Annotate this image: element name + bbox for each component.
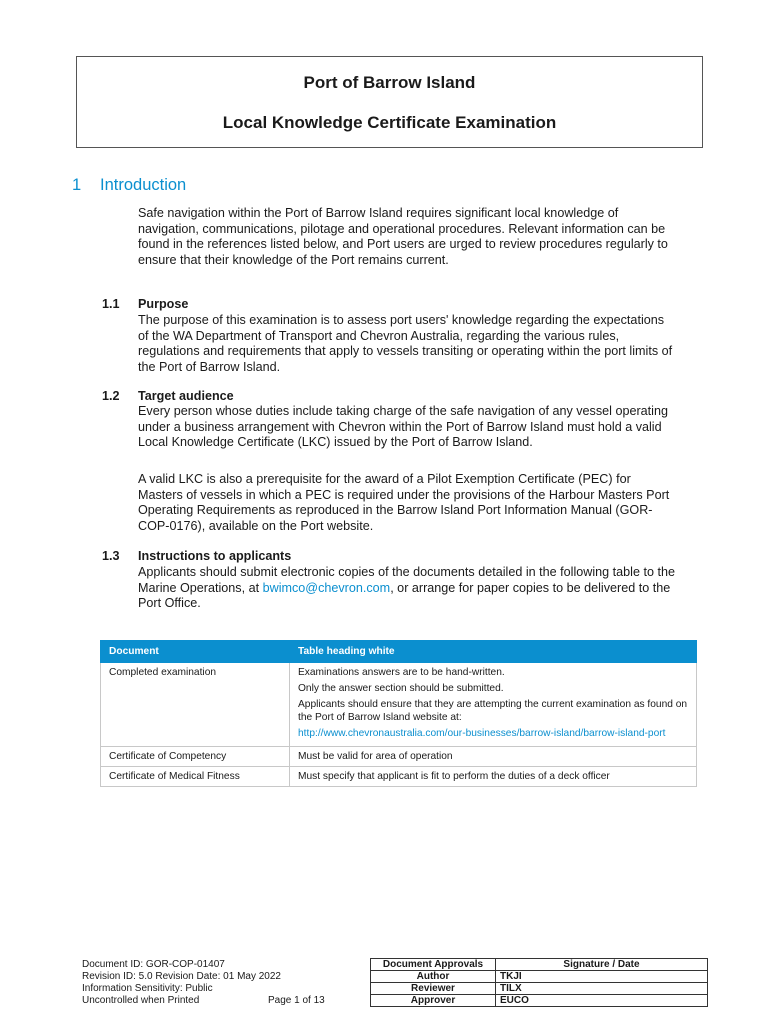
footer-revision: Revision ID: 5.0 Revision Date: 01 May 2022 xyxy=(82,971,281,982)
email-link[interactable]: bwimco@chevron.com xyxy=(262,580,391,595)
document-title: Port of Barrow Island xyxy=(303,73,476,92)
table-row xyxy=(101,663,697,747)
intro-paragraph: Safe navigation within the Port of Barrow Island requires significant local knowledge of navigation, communications, pilotage and operational procedures. Relevant information can be found in the references listed below, and Port users are urged to review procedures regularly to ensure that their knowledge of the Port remains current. xyxy=(138,206,668,267)
column-header-document: Document xyxy=(101,641,290,663)
table-cell-requirement: Must be valid for area of operation xyxy=(290,747,697,767)
footer-sensitivity: Information Sensitivity: Public xyxy=(82,983,213,994)
requirement-line: Applicants should ensure that they are attempting the current examination as found on the Port of Barrow Island website at: xyxy=(298,699,688,723)
approval-row xyxy=(371,983,708,995)
approval-row xyxy=(371,971,708,983)
table-cell-requirement: Must specify that applicant is fit to perform the duties of a deck officer xyxy=(290,767,697,787)
approvals-header: Document Approvals xyxy=(371,959,496,971)
approvals-table xyxy=(370,958,708,1007)
subsection-heading-instructions: Instructions to applicants xyxy=(138,549,292,563)
table-row xyxy=(101,767,697,787)
audience-paragraph-2: A valid LKC is also a prerequisite for the award of a Pilot Exemption Certificate (PEC) for Masters of vessels in which a PEC is required under the provisions of the Harbour Masters Port Operating Requirements as reproduced in the Barrow Island Port Information Manual (GOR-COP-0176), available on the Port website. xyxy=(138,472,670,533)
approval-role: Author xyxy=(371,971,496,983)
audience-paragraph-1: Every person whose duties include taking charge of the safe navigation of any vessel operating under a business arrangement with Chevron within the Port of Barrow Island must hold a valid Local Knowledge Certificate (LKC) issued by the Port of Barrow Island. xyxy=(138,404,668,450)
instructions-paragraph xyxy=(138,565,678,612)
approval-row xyxy=(371,995,708,1007)
subsection-heading-purpose: Purpose xyxy=(138,297,189,311)
table-cell-document: Certificate of Medical Fitness xyxy=(101,767,290,787)
approval-name: TILX xyxy=(496,983,708,995)
page-number: Page 1 of 13 xyxy=(268,995,325,1006)
table-cell-document: Completed examination xyxy=(101,663,290,747)
website-link[interactable]: http://www.chevronaustralia.com/our-businesses/barrow-island/barrow-island-port xyxy=(298,728,666,739)
table-header-row xyxy=(101,641,697,663)
requirement-line: Only the answer section should be submitted. xyxy=(298,683,504,694)
approval-name: EUCO xyxy=(496,995,708,1007)
table-cell-document: Certificate of Competency xyxy=(101,747,290,767)
table-row xyxy=(101,747,697,767)
subsection-number: 1.1 xyxy=(102,297,120,311)
instructions-text-before: Applicants should submit electronic copies of the documents detailed in the following table to the Marine Operations, at xyxy=(138,565,675,595)
approval-role: Approver xyxy=(371,995,496,1007)
title-box xyxy=(76,56,703,148)
purpose-paragraph: The purpose of this examination is to assess port users' knowledge regarding the expectations of the WA Department of Transport and Chevron Australia, regarding the various rules, regulations and requirements that apply to vessels transiting or operating within the port limits of the Port of Barrow Island. xyxy=(138,313,673,374)
section-number: 1 xyxy=(72,176,82,194)
section-title: Introduction xyxy=(100,176,187,194)
approval-name: TKJI xyxy=(496,971,708,983)
instructions-text-after: , or arrange for paper copies to be delivered to the Port Office. xyxy=(138,580,671,611)
requirement-line: Examinations answers are to be hand-written. xyxy=(298,667,505,678)
subsection-heading-audience: Target audience xyxy=(138,389,234,403)
footer-doc-id: Document ID: GOR-COP-01407 xyxy=(82,959,225,970)
signature-header: Signature / Date xyxy=(496,959,708,971)
documents-table xyxy=(100,640,697,787)
approvals-header-row xyxy=(371,959,708,971)
subsection-number: 1.3 xyxy=(102,549,120,563)
subsection-number: 1.2 xyxy=(102,389,120,403)
approval-role: Reviewer xyxy=(371,983,496,995)
table-cell-requirement xyxy=(290,663,697,747)
footer-document-info xyxy=(82,959,325,1007)
footer-uncontrolled: Uncontrolled when Printed xyxy=(82,995,200,1006)
column-header-requirement: Table heading white xyxy=(290,641,697,663)
document-subtitle: Local Knowledge Certificate Examination xyxy=(222,113,557,132)
